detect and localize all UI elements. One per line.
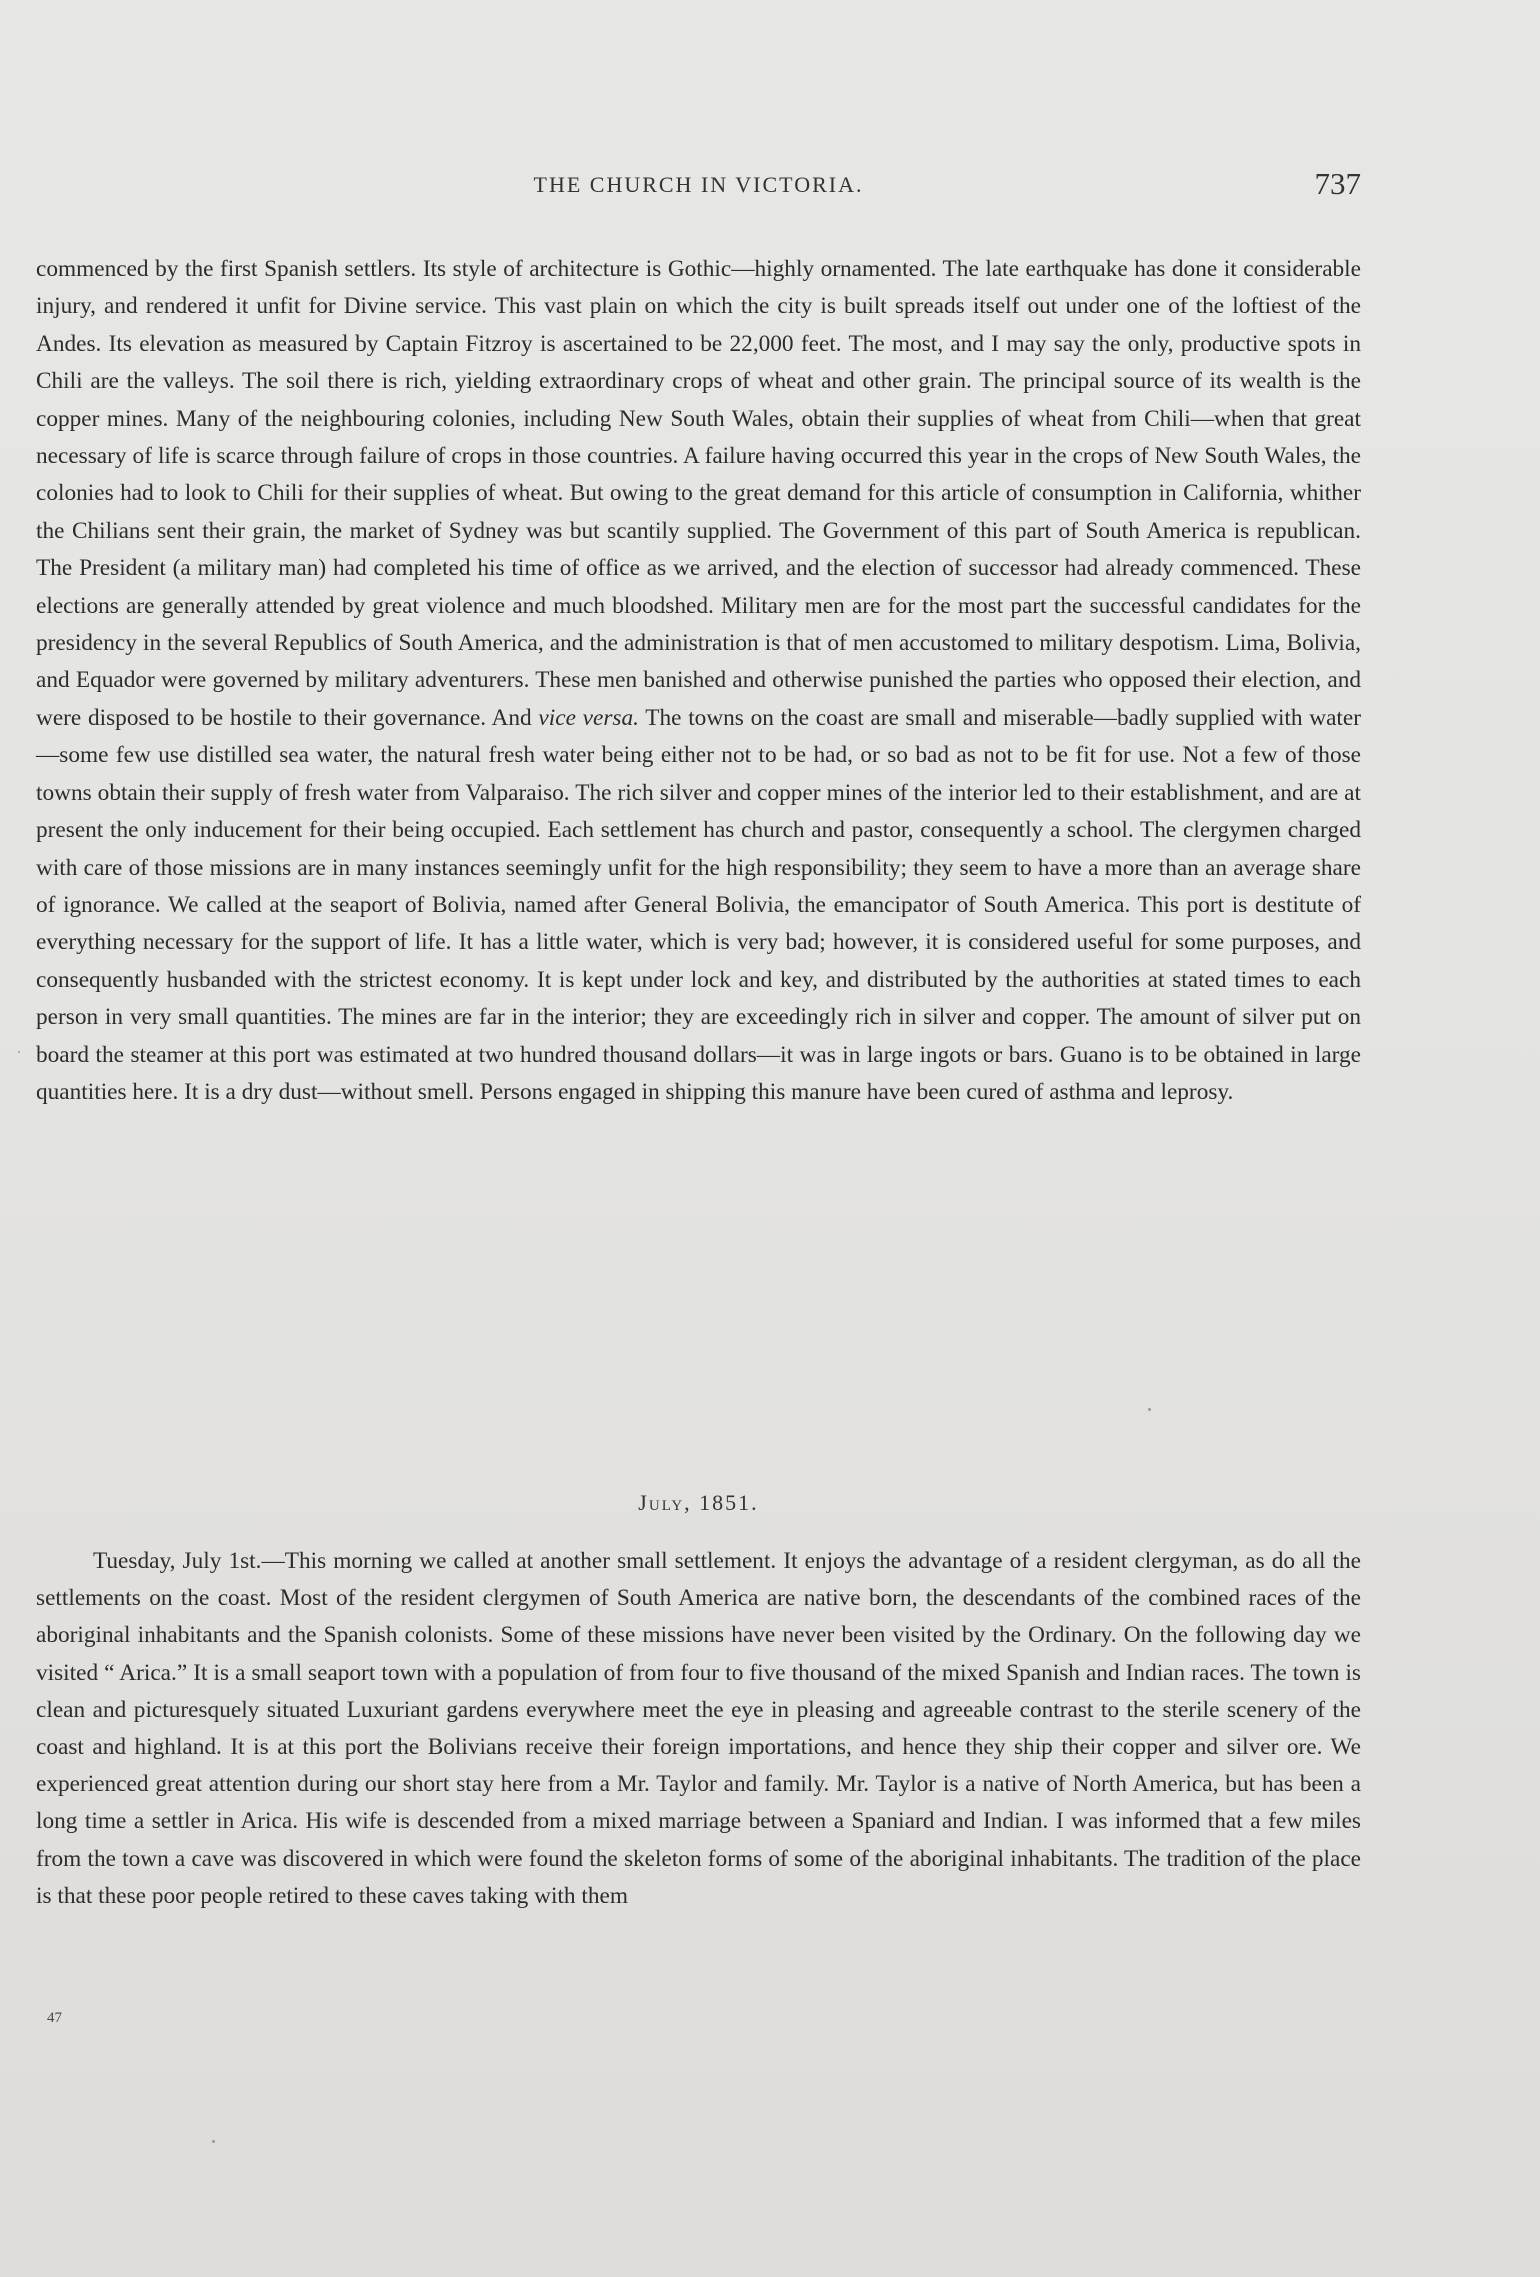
running-head [36,166,1361,212]
page-number: 737 [1314,166,1361,201]
body-text-top [36,251,1361,1111]
paragraph-text: commenced by the first Spanish settlers. Its style of architecture is Gothic—highly ornamented. The late earthquake has done it considerable injury, and rendered it unfit for Divine service. This vast plain on which the city is built spreads itself out under one of the loftiest of the Andes. Its elevation as measured by Captain Fitzroy is ascertained to be 22,000 feet. The most, and I may say the only, productive spots in Chili are the valleys. The soil there is rich, yielding extraordinary crops of wheat and other grain. The principal source of its wealth is the copper mines. Many of the neighbouring colonies, including New South Wales, obtain their supplies of wheat from Chili—when that great necessary of life is scarce through failure of crops in those countries. A failure having occurred this year in the crops of New South Wales, the colonies had to look to Chili for their supplies of wheat. But owing to the great demand for this article of consumption in California, whither the Chilians sent their grain, the market of Sydney was but scantily supplied. The Government of this part of South America is republican. The President (a military man) had completed his time of office as we arrived, and the election of successor had already commenced. These elections are generally attended by great violence and much bloodshed. Military men are for the most part the successful candidates for the presidency in the several Republics of South America, and the administration is that of men accustomed to military despotism. Lima, Bolivia, and Equador were governed by military adventurers. These men banished and otherwise punished the parties who opposed their election, and were disposed to be hostile to their governance. And [36,256,1361,731]
section-heading: July, 1851. [638,1490,759,1515]
running-title: THE CHURCH IN VICTORIA. [533,172,864,197]
italic-phrase: vice versa. [538,704,639,731]
paragraph-text-continued: The towns on the coast are small and miserable—badly supplied with water—some few use distilled sea water, the natural fresh water being either not to be had, or so bad as not to be fit for use. Not a few of those towns obtain their supply of fresh water from Valparaiso. The rich silver and copper mines of the interior led to their establishment, and are at present the only inducement for their being occupied. Each settlement has church and pastor, consequently a school. The clergymen charged with care of those missions are in many instances seemingly unfit for the high responsibility; they seem to have a more than an average share of ignorance. We called at the seaport of Bolivia, named after General Bolivia, the emancipator of South America. This port is destitute of everything necessary for the support of life. It has a little water, which is very bad; however, it is considered useful for some purposes, and consequently husbanded with the strictest economy. It is kept under lock and key, and distributed by the authorities at stated times to each person in very small quantities. The mines are far in the interior; they are exceedingly rich in silver and copper. The amount of silver put on board the steamer at this port was estimated at two hundred thousand dollars—it was in large ingots or bars. Guano is to be obtained in large quantities here. It is a dry dust—without smell. Persons engaged in shipping this manure have been cured of asthma and leprosy. [36,704,1362,1105]
paper-fleck [18,1051,20,1053]
signature-mark: 47 [47,2010,62,2026]
body-text-bottom [36,1543,1361,1915]
paragraph: Tuesday, July 1st.—This morning we called at another small settlement. It enjoys the advantage of a resident clergyman, as do all the settlements on the coast. Most of the resident clergymen of South America are native born, the descendants of the combined races of the aboriginal inhabitants and the Spanish colonists. Some of these missions have never been visited by the Ordinary. On the following day we visited “ Arica.” It is a small seaport town with a population of from four to five thousand of the mixed Spanish and Indian races. The town is clean and picturesquely situated Luxuriant gardens everywhere meet the eye in pleasing and agreeable contrast to the sterile scenery of the coast and highland. It is at this port the Bolivians receive their foreign importations, and hence they ship their copper and silver ore. We experienced great attention during our short stay here from a Mr. Taylor and family. Mr. Taylor is a native of North America, but has been a long time a settler in Arica. His wife is descended from a mixed marriage between a Spaniard and Indian. I was informed that a few miles from the town a cave was discovered in which were found the skeleton forms of some of the aboriginal inhabitants. The tradition of the place is that these poor people retired to these caves taking with them [36,1548,1361,1909]
paper-fleck [1148,1408,1151,1411]
paragraph [36,251,1361,1111]
paper-fleck [212,2140,215,2143]
